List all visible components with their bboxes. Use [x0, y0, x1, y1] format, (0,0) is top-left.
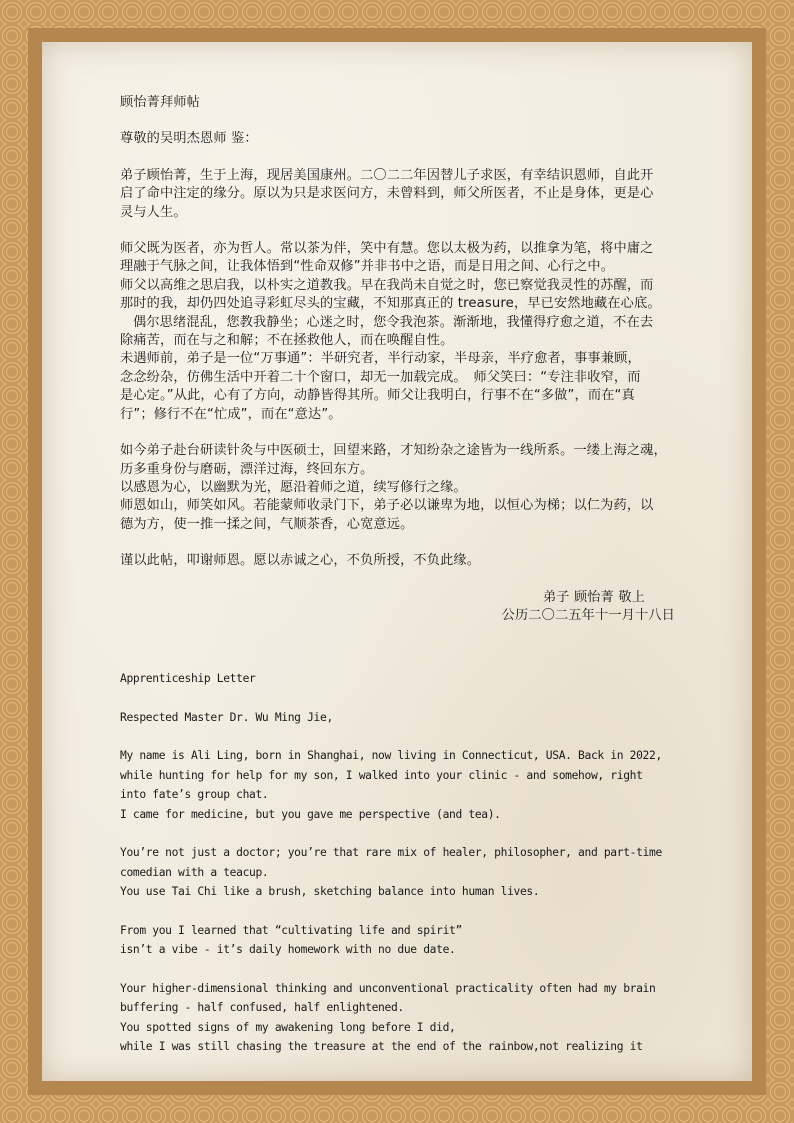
text-line: You’re not just a doctor; you’re that rare mix of healer, philosopher, and part-time [120, 846, 662, 860]
en-paragraph-1 [120, 746, 675, 824]
text-line: 那时的我，却仍四处追寻彩虹尽头的宝藏，不知那真正的 treasure，早已安然地藏在心底。 [120, 296, 661, 312]
text-line: while I was still chasing the treasure at the end of the rainbow,not realizing it [120, 1040, 643, 1054]
text-line: 弟子顾怡菁，生于上海，现居美国康州。二〇二二年因替儿子求医，有幸结识恩师，自此开 [120, 167, 654, 183]
text-line: while hunting for help for my son, I walked into your clinic - and somehow, right [120, 768, 643, 782]
en-paragraph-2 [120, 843, 675, 902]
letter-content [120, 94, 675, 1057]
zh-paragraph-3 [120, 442, 675, 534]
text-line: 行”；修行不在“忙成”，而在“意达”。 [120, 406, 342, 422]
en-paragraph-3 [120, 921, 675, 960]
text-line: 师父既为医者，亦为哲人。常以茶为伴，笑中有慧。您以太极为药，以推拿为笔，将中庸之 [120, 241, 654, 257]
text-line: 如今弟子赴台研读针灸与中医硕士，回望来路，才知纷杂之途皆为一线所系。一缕上海之魂， [120, 443, 667, 459]
zh-signature: 弟子 顾怡菁 敬上 [542, 589, 645, 605]
zh-title: 顾怡菁拜师帖 [120, 95, 201, 110]
chinese-letter [120, 94, 675, 625]
text-line: Your higher-dimensional thinking and unconventional practicality often had my brain [120, 981, 656, 995]
text-line: 偶尔思绪混乱，您教我静坐；心迷之时，您令我泡茶。渐渐地，我懂得疗愈之道，不在去 [133, 314, 654, 330]
zh-date: 公历二〇二五年十一月十八日 [501, 607, 675, 623]
en-salutation: Respected Master Dr. Wu Ming Jie, [120, 710, 333, 724]
text-line: 启了命中注定的缘分。原以为只是求医问方，未曾料到，师父所医者，不止是身体，更是心 [120, 186, 654, 202]
text-line: isn’t a vibe - it’s daily homework with no due date. [120, 943, 456, 957]
text-line: 历多重身份与磨砺，漂洋过海，终回东方。 [120, 461, 374, 477]
zh-paragraph-1 [120, 167, 675, 222]
text-line: 以感恩为心，以幽默为光，愿沿着师之道，续写修行之缘。 [120, 479, 467, 495]
text-line: 念念纷杂，仿佛生活中开着二十个窗口，却无一加载完成。 师父笑曰：“专注非收窄，而 [120, 369, 641, 385]
zh-paragraph-2 [120, 240, 675, 424]
text-line: I came for medicine, but you gave me perspective (and tea). [120, 807, 501, 821]
text-line: into fate’s group chat. [120, 788, 269, 802]
text-line: 是心定。”从此，心有了方向，动静皆得其所。师父让我明白，行事不在“多做”，而在“真 [120, 388, 635, 404]
letter-paper [42, 42, 752, 1081]
english-letter [120, 669, 675, 1057]
text-line: 师恩如山，师笑如风。若能蒙师收录门下，弟子必以谦卑为地，以恒心为梯；以仁为药，以 [120, 498, 654, 514]
text-line: 师父以高维之思启我，以朴实之道教我。早在我尚未自觉之时，您已察觉我灵性的苏醒，而 [120, 277, 654, 293]
text-line: From you I learned that “cultivating life and spirit” [120, 923, 462, 937]
text-line: You use Tai Chi like a brush, sketching balance into human lives. [120, 885, 540, 899]
text-line: comedian with a teacup. [120, 865, 269, 879]
text-line: You spotted signs of my awakening long before I did, [120, 1020, 456, 1034]
en-paragraph-4 [120, 979, 675, 1057]
text-line: 理融于气脉之间，让我体悟到“性命双修”并非书中之语，而是日用之间、心行之中。 [120, 259, 615, 275]
en-title: Apprenticeship Letter [120, 672, 256, 686]
text-line: 除痛苦，而在与之和解；不在拯救他人，而在唤醒自性。 [120, 333, 454, 349]
zh-closing: 谨以此帖，叩谢师恩。愿以赤诚之心，不负所授，不负此缘。 [120, 553, 481, 569]
text-line: 未遇师前，弟子是一位“万事通”：半研究者，半行动家，半母亲，半疗愈者，事事兼顾， [120, 351, 641, 367]
text-line: 灵与人生。 [120, 204, 187, 220]
text-line: My name is Ali Ling, born in Shanghai, now living in Connecticut, USA. Back in 2022, [120, 749, 662, 763]
zh-salutation: 尊敬的吴明杰恩师 鉴： [120, 131, 258, 147]
text-line: buffering - half confused, half enlightened. [120, 1001, 404, 1015]
text-line: 德为方，使一推一揉之间，气顺茶香，心宽意远。 [120, 516, 414, 532]
